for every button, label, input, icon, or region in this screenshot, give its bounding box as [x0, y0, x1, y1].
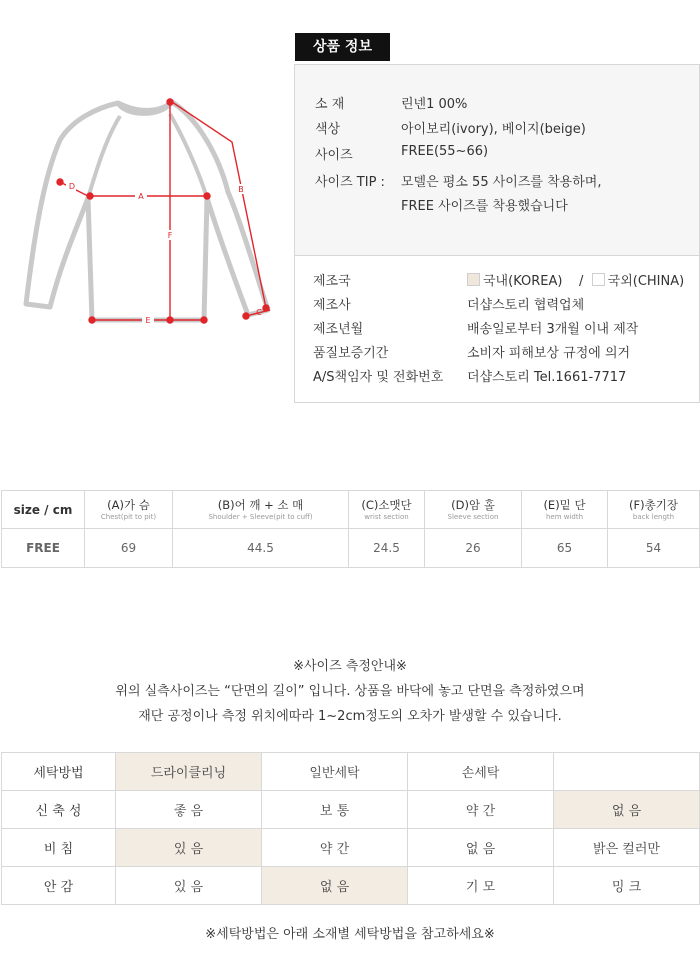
table-row	[2, 867, 700, 905]
size-value: 24.5	[349, 529, 425, 568]
size-value: 69	[85, 529, 173, 568]
spec-value: 모델은 평소 55 사이즈를 착용하며,	[401, 175, 602, 190]
spec-value: FREE 사이즈를 착용했습니다	[401, 199, 568, 214]
size-value: 44.5	[173, 529, 349, 568]
care-cell: 밍 크	[554, 867, 700, 905]
table-row	[2, 529, 700, 568]
care-row-label: 안 감	[2, 867, 116, 905]
spec-value: 더샵스토리 Tel.1661-7717	[467, 370, 627, 385]
spec-label: 소 재	[315, 97, 345, 112]
product-info-box	[294, 64, 700, 403]
care-cell	[554, 753, 700, 791]
origin-foreign-swatch	[592, 273, 605, 286]
origin-domestic-swatch	[467, 273, 480, 286]
spec-value: 배송일로부터 3개월 이내 제작	[467, 322, 639, 337]
size-name: FREE	[2, 529, 85, 568]
spec-value: FREE(55~66)	[401, 144, 489, 159]
size-value: 26	[425, 529, 522, 568]
care-cell: 없 음	[554, 791, 700, 829]
spec-label: 제조사	[313, 298, 351, 313]
origin-separator: /	[578, 274, 584, 289]
measure-note-title: ※사이즈 측정안내※	[293, 659, 407, 674]
table-row	[2, 753, 700, 791]
origin-foreign: 국외(CHINA)	[607, 274, 685, 289]
origin-options	[467, 270, 684, 289]
spec-value: 더샵스토리 협력업체	[467, 298, 585, 313]
spec-label: 제조년월	[313, 322, 364, 337]
spec-label: 품질보증기간	[313, 346, 389, 361]
spec-label: A/S책임자 및 전화번호	[313, 370, 444, 385]
label-a: A	[138, 192, 144, 201]
care-cell: 약 간	[262, 829, 408, 867]
product-manufacture-section	[295, 256, 699, 402]
care-table	[1, 752, 700, 905]
size-table	[1, 490, 700, 568]
measure-point	[204, 193, 210, 199]
care-cell: 손세탁	[408, 753, 554, 791]
care-cell: 없 음	[262, 867, 408, 905]
size-table-header	[2, 491, 700, 529]
column-header: (A)가 슴 Chest(pit to pit)	[85, 491, 173, 529]
care-cell: 약 간	[408, 791, 554, 829]
column-header: (B)어 깨 + 소 매 Shoulder + Sleeve(pit to cuff)	[173, 491, 349, 529]
spec-label: 사이즈 TIP :	[315, 175, 385, 190]
measure-point	[201, 317, 207, 323]
column-header: (E)밑 단 hem width	[522, 491, 608, 529]
measure-point	[89, 317, 95, 323]
care-cell: 보 통	[262, 791, 408, 829]
care-cell: 드라이클리닝	[116, 753, 262, 791]
care-cell: 있 음	[116, 867, 262, 905]
label-c: C	[256, 308, 262, 317]
label-e: E	[145, 316, 151, 325]
product-info-title: 상품 정보	[295, 33, 390, 61]
care-cell: 없 음	[408, 829, 554, 867]
spec-label: 색상	[315, 122, 341, 137]
table-row	[2, 791, 700, 829]
product-spec-section	[295, 65, 699, 256]
size-value: 65	[522, 529, 608, 568]
care-row-label: 비 침	[2, 829, 116, 867]
spec-label: 사이즈	[315, 148, 353, 163]
care-cell: 좋 음	[116, 791, 262, 829]
label-f: F	[167, 231, 173, 240]
care-row-label: 신 축 성	[2, 791, 116, 829]
origin-label: 제조국	[313, 274, 351, 289]
care-cell: 기 모	[408, 867, 554, 905]
column-header: (D)암 홀 Sleeve section	[425, 491, 522, 529]
spec-value: 소비자 피해보상 규정에 의거	[467, 346, 631, 361]
care-cell: 밝은 컬러만	[554, 829, 700, 867]
column-header: (C)소맷단 wrist section	[349, 491, 425, 529]
origin-domestic: 국내(KOREA)	[483, 274, 563, 289]
measure-note-line: 재단 공정이나 측정 위치에따라 1~2cm정도의 오차가 발생할 수 있습니다.	[138, 709, 562, 724]
spec-value: 아이보리(ivory), 베이지(beige)	[401, 122, 586, 137]
care-row-label: 세탁방법	[2, 753, 116, 791]
measure-point	[243, 313, 249, 319]
garment-measurement-diagram	[0, 80, 290, 340]
measure-point	[57, 179, 63, 185]
care-note: ※세탁방법은 아래 소재별 세탁방법을 참고하세요※	[205, 927, 495, 942]
size-value: 54	[608, 529, 700, 568]
spec-value: 린넨1 00%	[401, 97, 468, 112]
label-d: D	[68, 182, 76, 191]
column-header: (F)총기장 back length	[608, 491, 700, 529]
size-unit-label: size / cm	[2, 491, 85, 529]
garment-outline	[26, 102, 268, 320]
measure-note-line: 위의 실측사이즈는 “단면의 길이” 입니다. 상품을 바닥에 놓고 단면을 측정하였으며	[115, 684, 585, 699]
care-cell: 있 음	[116, 829, 262, 867]
table-row	[2, 829, 700, 867]
care-cell: 일반세탁	[262, 753, 408, 791]
label-b: B	[238, 185, 244, 194]
